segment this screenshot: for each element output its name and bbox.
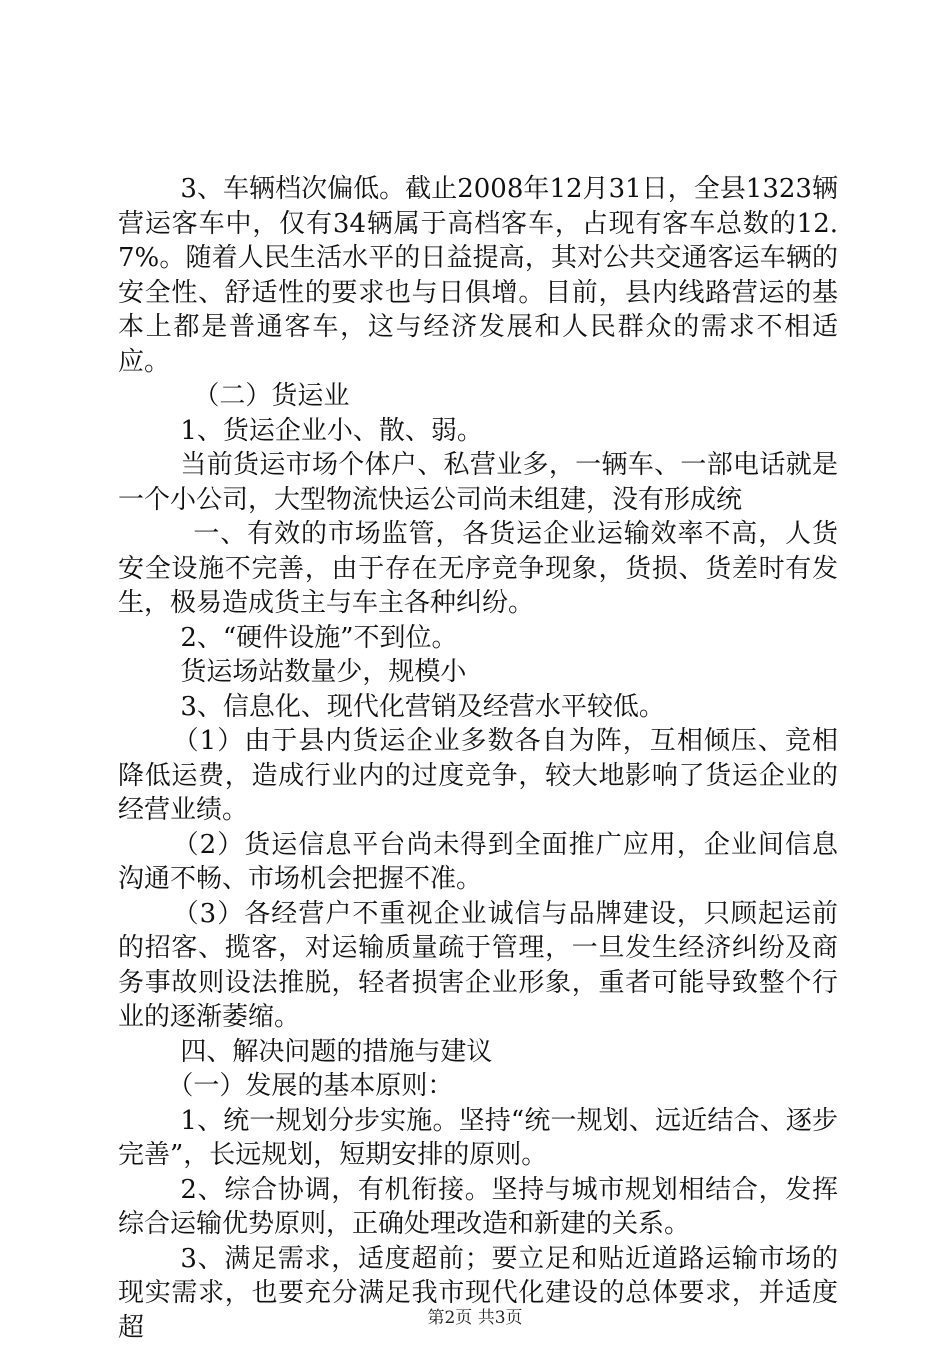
- document-body: [118, 172, 838, 1345]
- paragraph-market-supervision: 一、有效的市场监管，各货运企业运输效率不高，人货安全设施不完善，由于存在无序竞争现象，货损、货差时有发生，极易造成货主与车主各种纠纷。: [118, 517, 838, 621]
- paragraph-freight-market: 当前货运市场个体户、私营业多，一辆车、一部电话就是一个小公司，大型物流快运公司尚未组建，没有形成统: [118, 448, 838, 517]
- paragraph-info-platform: （2）货运信息平台尚未得到全面推广应用，企业间信息沟通不畅、市场机会把握不准。: [118, 828, 838, 897]
- section-heading-measures: 四、解决问题的措施与建议: [118, 1035, 838, 1070]
- paragraph-competition: （1）由于县内货运企业多数各自为阵，互相倾压、竞相降低运费，造成行业内的过度竞争，较大地影响了货运企业的经营业绩。: [118, 724, 838, 828]
- paragraph-vehicle-grade: 3、车辆档次偏低。截止2008年12月31日，全县1323辆营运客车中，仅有34辆属于高档客车，占现有客车总数的12.7%。随着人民生活水平的日益提高，其对公共交通客运车辆的安全性、舒适性的要求也与日俱增。目前，县内线路营运的基本上都是普通客车，这与经济发展和人民群众的需求不相适应。: [118, 172, 838, 379]
- paragraph-meet-demand: 3、满足需求，适度超前；要立足和贴近道路运输市场的现实需求，也要充分满足我市现代化建设的总体要求，并适度超: [118, 1242, 838, 1345]
- item-heading-hardware: 2、“硬件设施”不到位。: [118, 621, 838, 656]
- sub-heading-principles: （一）发展的基本原则：: [118, 1069, 838, 1104]
- item-heading-small-enterprises: 1、货运企业小、散、弱。: [118, 414, 838, 449]
- page-footer: 第2页 共3页: [0, 1303, 950, 1328]
- paragraph-unified-planning: 1、统一规划分步实施。坚持“统一规划、远近结合、逐步完善”，长远规划，短期安排的原则。: [118, 1104, 838, 1173]
- section-heading-freight: （二）货运业: [118, 379, 838, 414]
- paragraph-integrity: （3）各经营户不重视企业诚信与品牌建设，只顾起运前的招客、揽客，对运输质量疏于管理，一旦发生经济纠纷及商务事故则设法推脱，轻者损害企业形象，重者可能导致整个行业的逐渐萎缩。: [118, 897, 838, 1035]
- paragraph-freight-stations: 货运场站数量少，规模小: [118, 655, 838, 690]
- paragraph-coordination: 2、综合协调，有机衔接。坚持与城市规划相结合，发挥综合运输优势原则，正确处理改造和新建的关系。: [118, 1173, 838, 1242]
- item-heading-informatization: 3、信息化、现代化营销及经营水平较低。: [118, 690, 838, 725]
